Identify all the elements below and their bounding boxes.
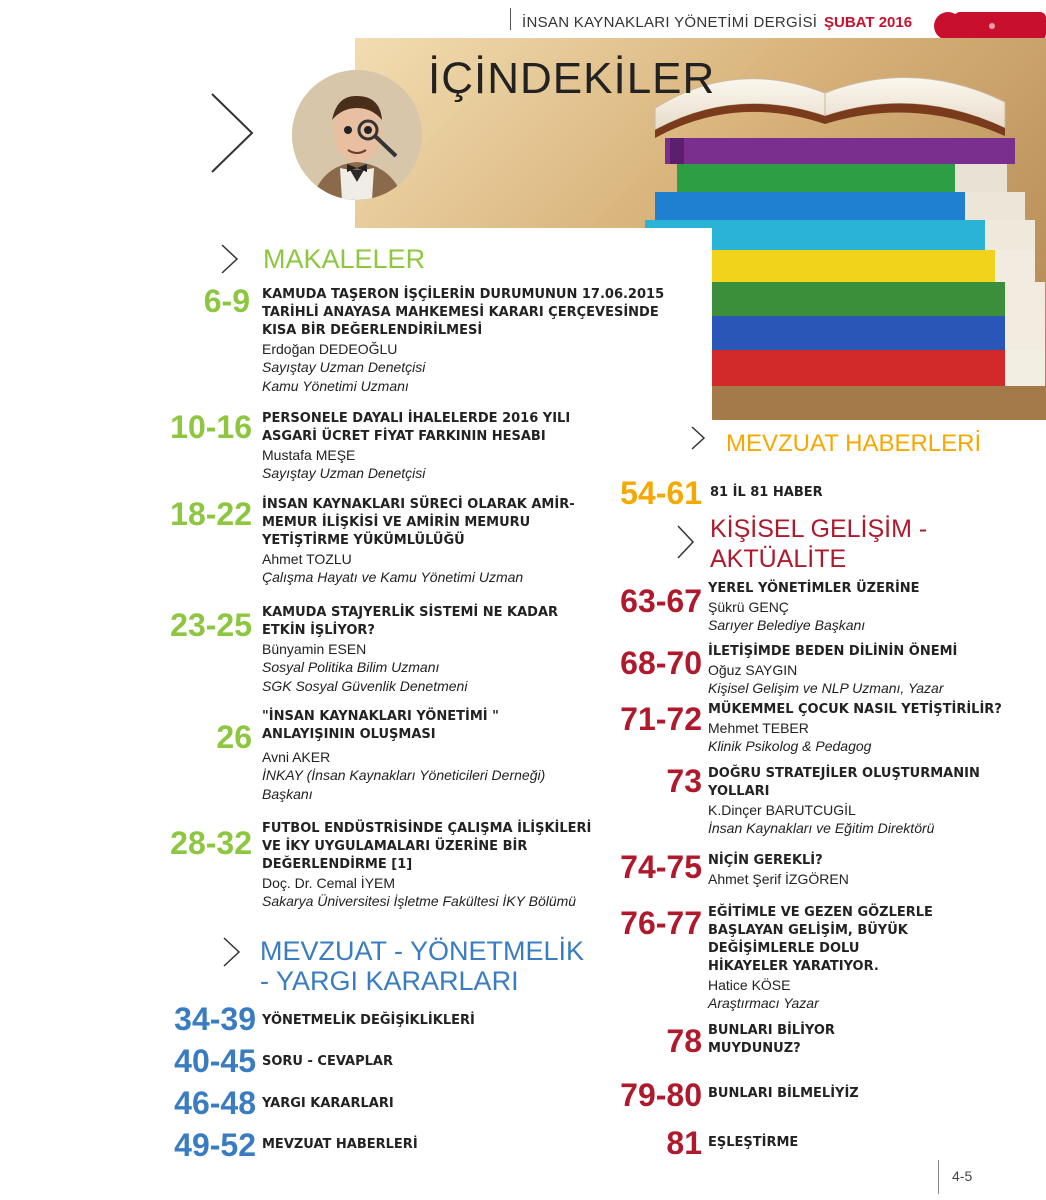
entry-author: Bünyamin ESEN [262, 641, 367, 657]
toc-entry[interactable] [708, 1085, 859, 1103]
page-number: 10-16 [170, 409, 252, 445]
page-number: 6-9 [203, 283, 250, 319]
toc-entry[interactable] [708, 1022, 858, 1058]
entry-author: Ahmet TOZLU [262, 551, 352, 567]
page-number: 63-67 [620, 583, 702, 619]
toc-entry[interactable] [262, 708, 592, 804]
toc-entry[interactable] [708, 852, 1038, 888]
chevron-right-icon [220, 243, 240, 275]
chevron-right-icon [222, 936, 242, 968]
entry-title: DOĞRU STRATEJİLER OLUŞTURMANIN YOLLARI [708, 766, 980, 799]
page-number: 23-25 [170, 607, 252, 643]
entry-author: Mehmet TEBER [708, 720, 809, 736]
page-number: 34-39 [174, 1001, 256, 1037]
entry-title: BUNLARI BİLMELİYİZ [708, 1086, 859, 1101]
entry-title: EŞLEŞTİRME [708, 1135, 799, 1150]
entry-author: Mustafa MEŞE [262, 447, 356, 463]
entry-role: Sakarya Üniversitesi İşletme Fakültesi İKY Bölümü [262, 893, 577, 909]
entry-role: SGK Sosyal Güvenlik Denetmeni [262, 678, 468, 694]
chevron-right-icon [676, 524, 696, 560]
page-number: 28-32 [170, 825, 252, 861]
page-number: 40-45 [174, 1043, 256, 1079]
entry-title: YARGI KARARLARI [262, 1096, 394, 1111]
heading-line: MEVZUAT - YÖNETMELİK [260, 936, 585, 966]
section-heading-mevzuat [260, 936, 584, 996]
entry-title: "İNSAN KAYNAKLARI YÖNETİMİ " ANLAYIŞININ OLUŞMASI [262, 709, 499, 742]
entry-title: MEVZUAT HABERLERİ [262, 1137, 418, 1152]
page-number: 68-70 [620, 645, 702, 681]
toc-entry[interactable] [262, 1136, 418, 1154]
entry-title: EĞİTİMLE VE GEZEN GÖZLERLE BAŞLAYAN GELİŞİM, BÜYÜK DEĞİŞİMLERLE DOLU HİKAYELER YARATIYOR. [708, 905, 933, 974]
man-with-magnifier-avatar [292, 70, 422, 200]
footer-divider [938, 1160, 939, 1194]
entry-role: Başkanı [262, 786, 313, 802]
section-heading-mevzuat-haberleri: MEVZUAT HABERLERİ [726, 430, 982, 457]
heading-line: KİŞİSEL GELİŞİM - [710, 515, 928, 543]
entry-title: İLETİŞİMDE BEDEN DİLİNİN ÖNEMİ [708, 644, 958, 659]
page-number: 46-48 [174, 1085, 256, 1121]
section-heading-makaleler: MAKALELER [263, 244, 426, 274]
toc-entry[interactable] [262, 1053, 393, 1071]
entry-author: Şükrü GENÇ [708, 599, 789, 615]
page-number-footer: 4-5 [952, 1168, 973, 1184]
toc-entry[interactable] [262, 286, 692, 396]
entry-title: FUTBOL ENDÜSTRİSİNDE ÇALIŞMA İLİŞKİLERİ VE İKY UYGULAMALARI ÜZERİNE BİR DEĞERLENDİRME [1] [262, 821, 592, 872]
page-number: 49-52 [174, 1127, 256, 1163]
page-title: İÇİNDEKİLER [428, 54, 716, 103]
toc-entry[interactable] [262, 820, 592, 911]
heading-line: AKTÜALİTE [710, 545, 847, 573]
page-number: 73 [666, 763, 702, 799]
toc-entry[interactable] [708, 765, 988, 838]
entry-role: Sarıyer Belediye Başkanı [708, 617, 866, 633]
entry-role: Kamu Yönetimi Uzmanı [262, 378, 409, 394]
entry-title: MÜKEMMEL ÇOCUK NASIL YETİŞTİRİLİR? [708, 702, 1002, 717]
entry-title: PERSONELE DAYALI İHALELERDE 2016 YILI ASGARİ ÜCRET FİYAT FARKININ HESABI [262, 411, 571, 444]
entry-title: KAMUDA TAŞERON İŞÇİLERİN DURUMUNUN 17.06.2015 TARİHLİ ANAYASA MAHKEMESİ KARARI ÇERÇEVESİNDE KISA BİR DEĞERLENDİRİLMESİ [262, 287, 665, 338]
entry-author: K.Dinçer BARUTCUGİL [708, 802, 856, 818]
chevron-right-icon [690, 425, 706, 451]
entry-author: Ahmet Şerif İZGÖREN [708, 871, 849, 887]
entry-title: SORU - CEVAPLAR [262, 1054, 393, 1069]
entry-author: Erdoğan DEDEOĞLU [262, 341, 398, 357]
toc-entry[interactable] [708, 1134, 798, 1152]
entry-role: İNKAY (İnsan Kaynakları Yöneticileri Derneği) [262, 767, 546, 783]
toc-entry[interactable] [262, 410, 622, 483]
page-number: 71-72 [620, 701, 702, 737]
toc-entry[interactable] [708, 643, 1038, 698]
entry-role: Sayıştay Uzman Denetçisi [262, 465, 426, 481]
page-number: 79-80 [620, 1077, 702, 1113]
entry-role: İnsan Kaynakları ve Eğitim Direktörü [708, 820, 935, 836]
page-number: 74-75 [620, 849, 702, 885]
entry-title: 81 İL 81 HABER [710, 485, 823, 500]
entry-author: Hatice KÖSE [708, 977, 791, 993]
entry-title: YÖNETMELİK DEĞİŞİKLİKLERİ [262, 1013, 475, 1028]
entry-role: Kişisel Gelişim ve NLP Uzmanı, Yazar [708, 680, 944, 696]
page-number: 81 [666, 1125, 702, 1161]
toc-entry[interactable] [262, 604, 592, 696]
entry-role: Klinik Psikolog & Pedagog [708, 738, 872, 754]
toc-entry[interactable] [710, 484, 823, 502]
toc-entry[interactable] [708, 580, 1038, 635]
entry-role: Araştırmacı Yazar [708, 995, 819, 1011]
entry-role: Sosyal Politika Bilim Uzmanı [262, 659, 440, 675]
toc-entry[interactable] [708, 701, 1038, 756]
entry-role: Çalışma Hayatı ve Kamu Yönetimi Uzman [262, 569, 524, 585]
entry-role: Sayıştay Uzman Denetçisi [262, 359, 426, 375]
entry-author: Oğuz SAYGIN [708, 662, 798, 678]
page-number: 26 [216, 719, 252, 755]
heading-line: - YARGI KARARLARI [260, 966, 519, 996]
toc-entry[interactable] [262, 496, 592, 587]
magazine-name: İNSAN KAYNAKLARI YÖNETİMİ DERGİSİ [522, 14, 818, 31]
entry-title: KAMUDA STAJYERLİK SİSTEMİ NE KADAR ETKİN İŞLİYOR? [262, 605, 559, 638]
toc-entry[interactable] [708, 904, 938, 1013]
page-number: 18-22 [170, 496, 252, 532]
entry-title: YEREL YÖNETİMLER ÜZERİNE [708, 581, 920, 596]
page-number: 76-77 [620, 905, 702, 941]
page-number: 54-61 [620, 475, 702, 511]
issue-date: ŞUBAT 2016 [824, 14, 913, 31]
entry-author: Doç. Dr. Cemal İYEM [262, 875, 396, 891]
entry-author: Avni AKER [262, 749, 331, 765]
entry-title: BUNLARI BİLİYOR MUYDUNUZ? [708, 1023, 835, 1056]
entry-title: NİÇİN GEREKLİ? [708, 853, 823, 868]
page-number: 78 [666, 1023, 702, 1059]
toc-entry[interactable] [262, 1095, 394, 1113]
toc-entry[interactable] [262, 1012, 475, 1030]
header-divider [510, 8, 511, 30]
entry-title: İNSAN KAYNAKLARI SÜRECİ OLARAK AMİR-MEMUR İLİŞKİSİ VE AMİRİN MEMURU YETİŞTİRME YÜKÜMLÜLÜĞÜ [262, 497, 575, 548]
large-chevron-icon [210, 92, 256, 174]
section-heading-kisisel-gelisim [710, 514, 927, 574]
